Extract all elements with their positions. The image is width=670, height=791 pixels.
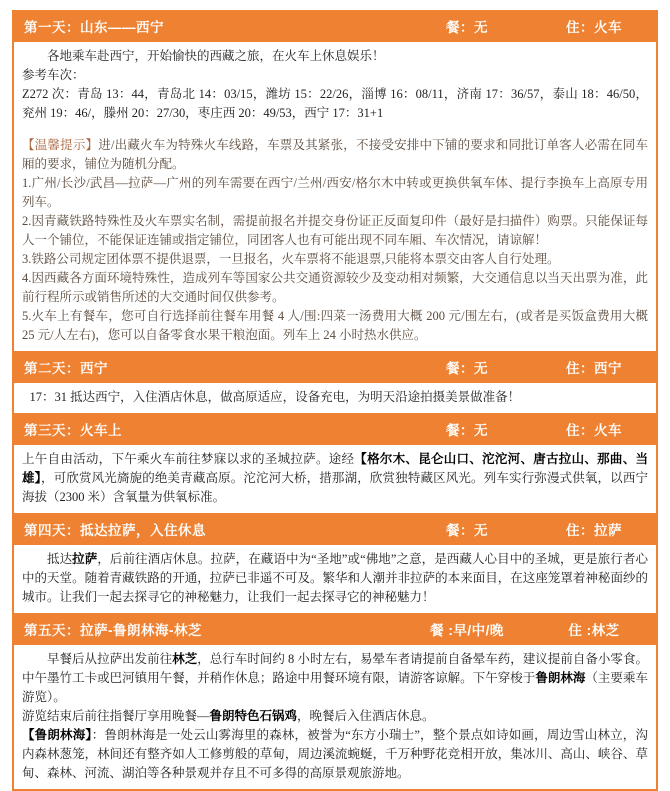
day-meal-badge: 餐：无 — [446, 20, 488, 35]
day-section — [12, 10, 658, 351]
day-stay-badge: 住：火车 — [566, 20, 622, 35]
day-stay-badge: 住：西宁 — [566, 361, 622, 376]
paragraph: 早餐后从拉萨出发前往林芝，总行车时间约 8 小时左右，易晕车者请提前自备晕车药，建议提前自备小零食。中午墨竹工卡或巴河镇用午餐，并稍作休息；路途中用餐环境有限，请游客谅解。下午穿梭于鲁朗林海（主要乘车游览）。 — [22, 652, 648, 704]
day-title: 第五天：拉萨-鲁朗林海-林芝 — [24, 623, 202, 638]
day-stay-badge: 住：火车 — [566, 423, 622, 438]
paragraph: 游览结束后前往指餐厅享用晚餐—鲁朗特色石锅鸡，晚餐后入住酒店休息。 — [22, 709, 435, 723]
day-header — [12, 10, 658, 42]
day-title: 第一天：山东——西宁 — [24, 20, 164, 35]
day-title: 第二天：西宁 — [24, 361, 108, 376]
day-title: 第四天：抵达拉萨，入住休息 — [24, 523, 206, 538]
day-body — [14, 545, 656, 613]
day-header — [12, 413, 658, 445]
itinerary-document — [12, 10, 658, 791]
paragraph: 3.铁路公司规定团体票不提供退票，一旦报名，火车票将不能退票,只能将本票交由客人自行处理。 — [22, 252, 560, 266]
day-section — [12, 413, 658, 513]
day-body — [14, 42, 656, 351]
day-header — [12, 613, 658, 645]
paragraph: 1.广州/长沙/武昌—拉萨—广州的列车需要在西宁/兰州/西安/格尔木中转或更换供氧车体、提行李换车上高原专用列车。 — [22, 176, 648, 209]
day-meal-badge: 餐：无 — [446, 423, 488, 438]
paragraph: 5.火车上有餐车，您可自行选择前往餐车用餐 4 人/围:四菜一汤费用大概 200 元/围左右，(或者是买饭盒费用大概 25 元/人左右)，您可以自备零食水果干粮泡面。列车上 24 小时热水供应。 — [22, 309, 648, 342]
day-stay-badge: 住：拉萨 — [566, 523, 622, 538]
day-meal-badge: 餐：无 — [446, 523, 488, 538]
day-meal-badge: 餐：无 — [446, 361, 488, 376]
day-stay-badge: 住 :林芝 — [568, 623, 620, 638]
day-section — [12, 351, 658, 413]
paragraph: Z272 次：青岛 13：44，青岛北 14：03/15，潍坊 15：22/26，淄博 16：08/11，济南 17：36/57，泰山 18：46/50，兖州 19：46/，滕州 20：27/30，枣庄西 20：49/53，西宁 17：31+1 — [22, 87, 648, 120]
paragraph: 上午自由活动，下午乘火车前往梦寐以求的圣城拉萨。途经【格尔木、昆仑山口、沱沱河、唐古拉山、那曲、当雄】，可欣赏风光旖旎的绝美青藏高原。沱沱河大桥，措那湖，欣赏独特藏区风光。列车实行弥漫式供氧，以西宁海拔（2300 米）含氧量为供氧标准。 — [22, 452, 648, 504]
day-body — [14, 383, 656, 413]
paragraph: 各地乘车赴西宁，开始愉快的西藏之旅，在火车上休息娱乐！ — [47, 49, 385, 63]
day-body — [14, 445, 656, 513]
day-header — [12, 513, 658, 545]
paragraph: 【温馨提示】进/出藏火车为特殊火车线路，车票及其紧张，不接受安排中下铺的要求和同批订单客人必需在同车厢的要求，铺位为随机分配。 — [22, 138, 648, 171]
day-header — [12, 351, 658, 383]
paragraph: 参考车次： — [22, 68, 85, 82]
paragraph: 4.因西藏各方面环境特殊性，造成列车等国家公共交通资源较少及变动相对频繁，大交通信息以当天出票为准，此前行程所示或销售所述的大交通时间仅供参考。 — [22, 271, 648, 304]
day-body — [14, 645, 656, 789]
paragraph: 抵达拉萨，后前往酒店休息。拉萨，在藏语中为“圣地”或“佛地”之意，是西藏人心目中的圣城，更是旅行者心中的天堂。随着青藏铁路的开通，拉萨已非遥不可及。繁华和人潮并非拉萨的本来面目，在这座笼罩着神秘面纱的城市。让我们一起去探寻它的神秘魅力，让我们一起去探寻它的神秘魅力！ — [22, 552, 648, 604]
paragraph: 【鲁朗林海】：鲁朗林海是一处云山雾海里的森林，被誉为“东方小瑞士”，整个景点如诗如画，周边雪山林立，沟内森林葱笼，林间还有整齐如人工修剪般的草甸，周边溪流蜿蜒，千万种野花竞相开放，集冰川、高山、峡谷、草甸、森林、河流、湖泊等各种景观并存且不可多得的高原景观旅游地。 — [22, 728, 648, 780]
day-section — [12, 613, 658, 789]
day-section — [12, 513, 658, 613]
itinerary-days — [12, 10, 658, 789]
paragraph: 2.因青藏铁路特殊性及火车票实名制，需提前报名并提交身份证正反面复印件（最好是扫描件）购票。只能保证每人一个铺位，不能保证连铺或指定铺位，同团客人也有可能出现不同车厢、车次情况，请谅解！ — [22, 214, 648, 247]
paragraph: 17：31 抵达西宁，入住酒店休息，做高原适应，设备充电，为明天沿途拍摄美景做准备！ — [29, 390, 521, 404]
day-meal-badge: 餐 :早/中/晚 — [430, 623, 504, 638]
day-title: 第三天：火车上 — [24, 423, 122, 438]
